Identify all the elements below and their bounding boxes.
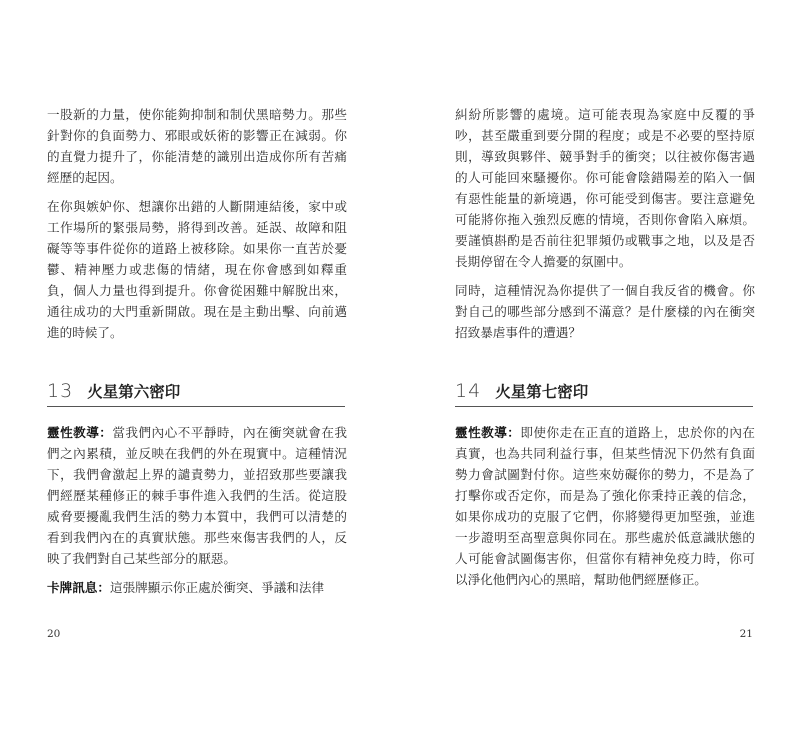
section-title: 火星第七密印 [495,383,589,401]
teaching-label: 靈性教導： [47,425,113,440]
page-number: 20 [47,628,61,640]
left-top-text [47,104,347,343]
paragraph: 一股新的力量，使你能夠抑制和制伏黑暗勢力。那些針對你的負面勢力、邪眼或妖術的影響正在減弱。你的直覺力提升了，你能清楚的識別出造成你所有苦痛經歷的起因。 [47,107,347,185]
teaching-text: 即使你走在正直的道路上，忠於你的內在真實，也為共同利益行事，但某些情況下仍然有負面勢力會試圖對付你。這些來妨礙你的勢力，不是為了打擊你或否定你，而是為了強化你秉持正義的信念，如果你成功的克服了它們，你將變得更加堅強，並進一步證明至高聖意與你同在。那些處於低意識狀態的人可能會試圖傷害你，但當你有精神免疫力時，你可以淨化他們內心的黑暗，幫助他們經歷修正。 [455,425,756,587]
card-paragraph [47,577,347,598]
paragraph: 在你與嫉妒你、想讓你出錯的人斷開連結後，家中或工作場所的緊張局勢，將得到改善。延誤、故障和阻礙等等事件從你的道路上被移除。如果你一直苦於憂鬱、精神壓力或悲傷的情緒，現在你會感到如釋重負，個人力量也得到提升。你會從困難中解脫出來，通往成功的大門重新開啟。現在是主動出擊、向前邁進的時候了。 [47,199,347,340]
section-heading [47,380,345,407]
card-label: 卡牌訊息： [47,580,110,595]
teaching-paragraph [47,422,347,569]
paragraph: 糾紛所影響的處境。這可能表現為家庭中反覆的爭吵，甚至嚴重到要分開的程度；或是不必要的堅持原則，導致與夥伴、競爭對手的衝突；以往被你傷害過的人可能回來騷擾你。你可能會陰錯陽差的陷入一個有惡性能量的新境遇，你可能受到傷害。要注意避免可能將你拖入強烈反應的情境，否則你會陷入麻煩。要謹慎斟酌是否前往犯罪頻仍或戰事之地，以及是否長期停留在令人擔憂的氛圍中。 [455,107,755,269]
section-title: 火星第六密印 [87,383,181,401]
teaching-paragraph [455,422,755,590]
right-page [455,0,755,744]
section-number: 14 [455,380,482,402]
paragraph: 同時，這種情況為你提供了一個自我反省的機會。你對自己的哪些部分感到不滿意？是什麼樣的內在衝突招致暴虐事件的遭遇？ [455,283,755,340]
right-section-body [455,422,755,590]
left-page [47,0,347,744]
teaching-text: 當我們內心不平靜時，內在衝突就會在我們之內累積，並反映在我們的外在現實中。這種情況下，我們會激起上界的譴責勢力，並招致那些要讓我們經歷某種修正的棘手事件進入我們的生活。從這股威脅要擾亂我們生活的勢力本質中，我們可以清楚的看到我們內在的真實狀態。那些來傷害我們的人，反映了我們對自己某些部分的厭惡。 [47,425,348,566]
section-number: 13 [47,380,74,402]
right-top-text [455,104,755,343]
card-text: 這張牌顯示你正處於衝突、爭議和法律 [109,580,325,595]
teaching-label: 靈性教導： [455,425,521,440]
page-number: 21 [739,628,753,640]
left-section-body [47,422,347,598]
section-heading [455,380,753,407]
